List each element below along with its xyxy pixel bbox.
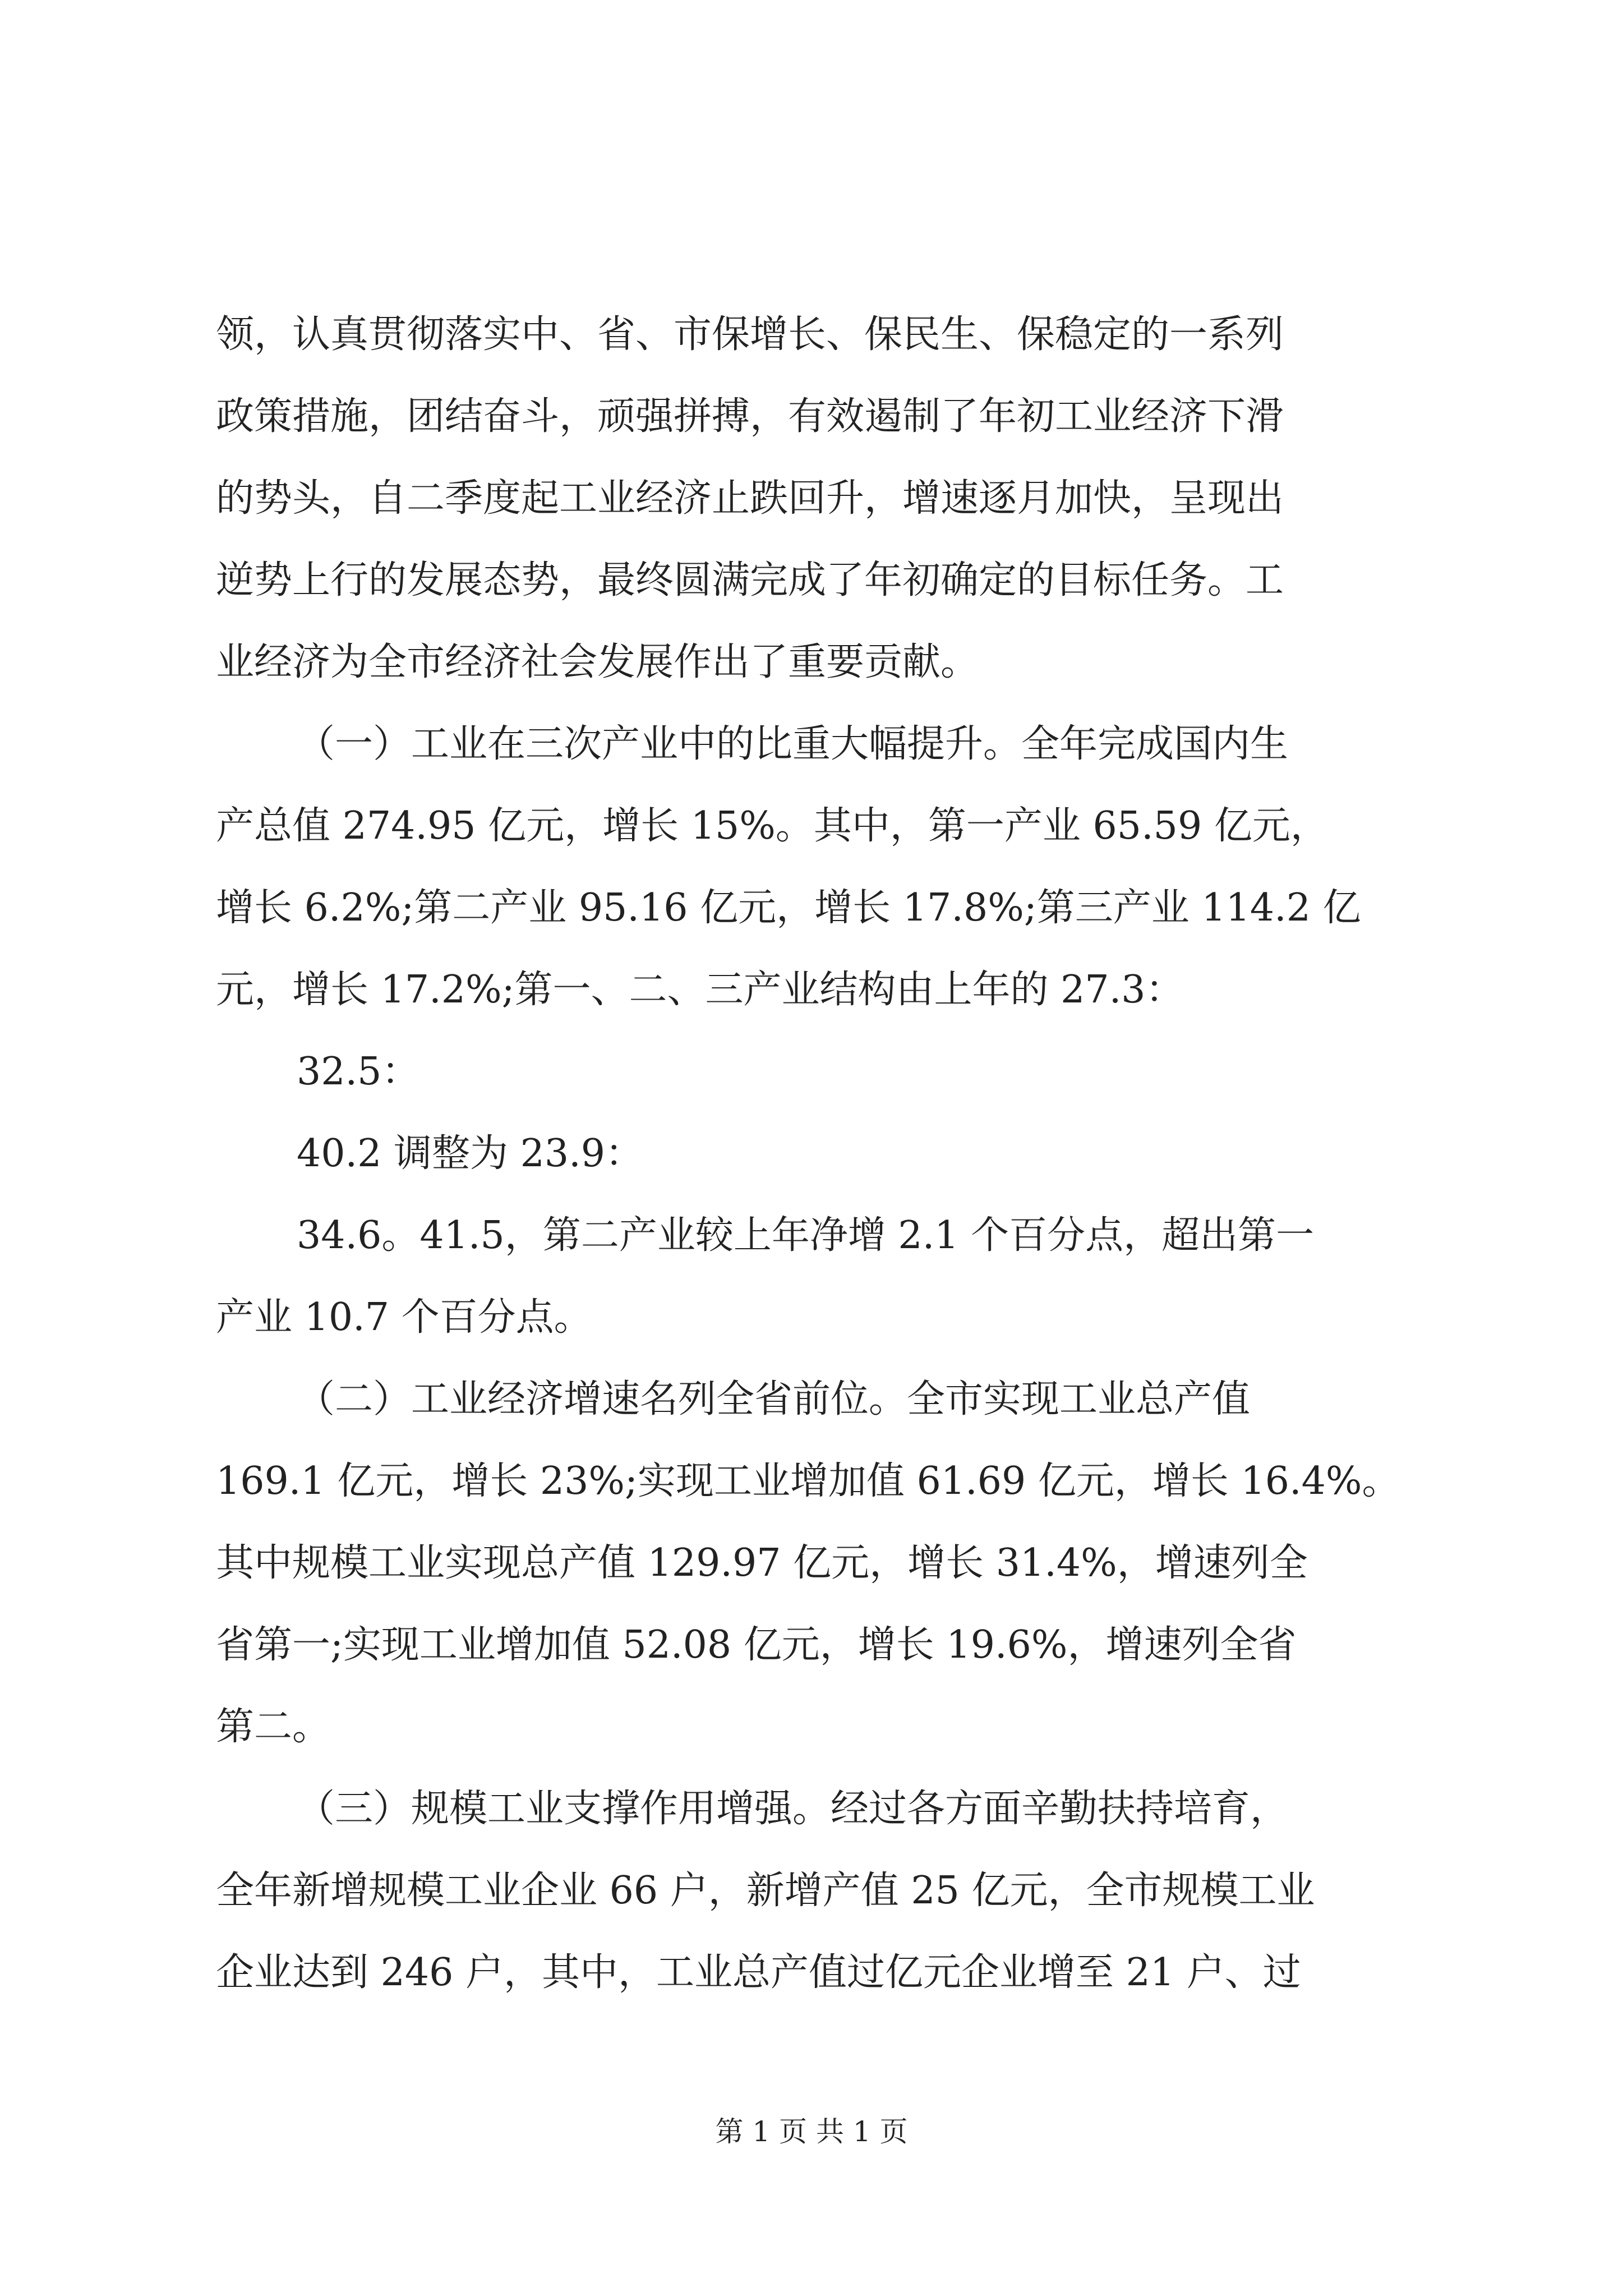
paragraph-first-line: 32.5： [297,1050,420,1094]
body-text-line: 领，认真贯彻落实中、省、市保增长、保民生、保稳定的一系列 [216,312,1284,357]
body-text-line: 政策措施，团结奋斗，顽强拼搏，有效遏制了年初工业经济下滑 [216,394,1284,439]
body-text-line: 第二。 [216,1705,331,1749]
paragraph-first-line: 34.6。41.5，第二产业较上年净增 2.1 个百分点，超出第一 [297,1213,1315,1258]
body-text-line: 元，增长 17.2%;第一、二、三产业结构由上年的 27.3： [216,968,1184,1012]
body-text-line: 增长 6.2%;第二产业 95.16 亿元，增长 17.8%;第三产业 114.2 亿 [216,886,1361,930]
body-text-line: 省第一;实现工业增加值 52.08 亿元，增长 19.6%，增速列全省 [216,1623,1297,1667]
paragraph-first-line: （二）工业经济增速名列全省前位。全市实现工业总产值 [297,1377,1251,1421]
paragraph-first-line: （一）工业在三次产业中的比重大幅提升。全年完成国内生 [297,722,1289,766]
body-text-line: 产总值 274.95 亿元，增长 15%。其中，第一产业 65.59 亿元， [216,804,1329,848]
body-text-line: 的势头，自二季度起工业经济止跌回升，增速逐月加快，呈现出 [216,476,1284,521]
body-text-line: 其中规模工业实现总产值 129.97 亿元，增长 31.4%，增速列全 [216,1541,1308,1585]
paragraph-first-line: （三）规模工业支撑作用增强。经过各方面辛勤扶持培育， [297,1787,1289,1831]
body-text-line: 逆势上行的发展态势，最终圆满完成了年初确定的目标任务。工 [216,558,1284,602]
body-text-line: 企业达到 246 户，其中，工业总产值过亿元企业增至 21 户、过 [216,1950,1301,1995]
body-text-line: 产业 10.7 个百分点。 [216,1295,592,1340]
body-text-line: 业经济为全市经济社会发展作出了重要贡献。 [216,640,979,684]
body-text-line: 169.1 亿元，增长 23%;实现工业增加值 61.69 亿元，增长 16.4%。 [216,1459,1400,1503]
page-footer: 第 1 页 共 1 页 [715,2115,908,2148]
body-text-line: 全年新增规模工业企业 66 户，新增产值 25 亿元，全市规模工业 [216,1869,1315,1913]
paragraph-first-line: 40.2 调整为 23.9： [297,1131,644,1176]
